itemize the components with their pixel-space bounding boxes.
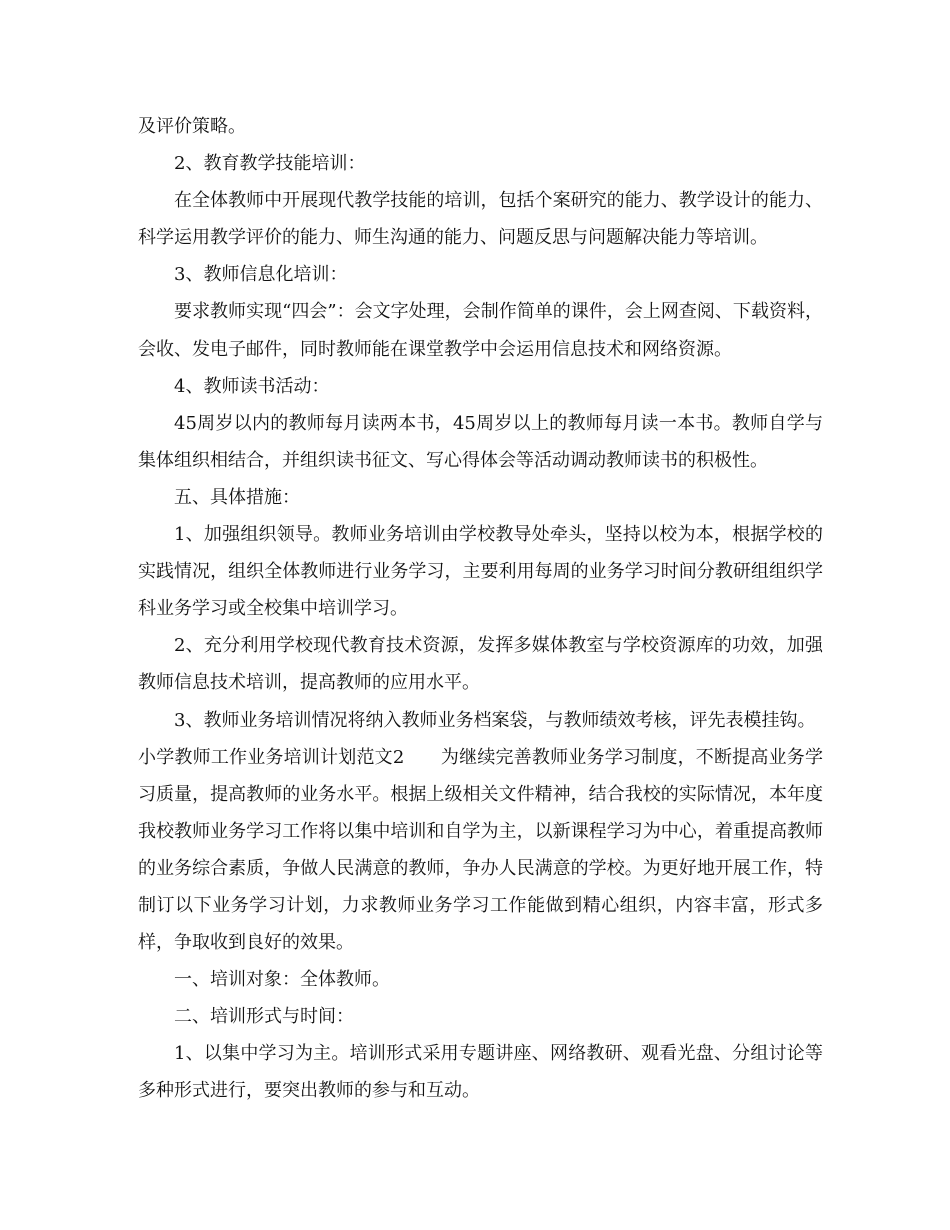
paragraph-collective-learning: 1、以集中学习为主。培训形式采用专题讲座、网络教研、观看光盘、分组讨论等多种形式进行，要突出教师的参与和互动。 (138, 1043, 823, 1102)
heading-teaching-skills-training: 2、教育教学技能培训： (174, 153, 366, 175)
document-body (138, 108, 823, 1110)
heading-reading-activity: 4、教师读书活动： (174, 375, 330, 397)
paragraph-teaching-skills: 在全体教师中开展现代教学技能的培训，包括个案研究的能力、教学设计的能力、科学运用教学评价的能力、师生沟通的能力、问题反思与问题解决能力等培训。 (138, 190, 823, 249)
paragraph-measure-2: 2、充分利用学校现代教育技术资源，发挥多媒体教室与学校资源库的功效，加强教师信息技术培训，提高教师的应用水平。 (138, 635, 823, 694)
heading-training-form-time: 二、培训形式与时间： (174, 1006, 354, 1028)
paragraph-measure-1: 1、加强组织领导。教师业务培训由学校教导处牵头，坚持以校为本，根据学校的实践情况，组织全体教师进行业务学习，主要利用每周的业务学习时间分教研组组织学科业务学习或全校集中培训学习。 (138, 524, 823, 620)
paragraph-evaluation-strategy-end: 及评价策略。 (138, 116, 246, 137)
heading-training-target: 一、培训对象：全体教师。 (174, 969, 390, 991)
paragraph-measure-3: 3、教师业务培训情况将纳入教师业务档案袋，与教师绩效考核，评先表模挂钩。 (174, 709, 816, 731)
paragraph-reading-activity: 45周岁以内的教师每月读两本书，45周岁以上的教师每月读一本书。教师自学与集体组织相结合，并组织读书征文、写心得体会等活动调动教师读书的积极性。 (138, 412, 823, 471)
paragraph-it-training: 要求教师实现“四会”：会文字处理，会制作简单的课件，会上网查阅、下载资料，会收、发电子邮件，同时教师能在课堂教学中会运用信息技术和网络资源。 (138, 301, 823, 360)
heading-specific-measures: 五、具体措施： (174, 486, 300, 508)
paragraph-sample-2-intro: 小学教师工作业务培训计划范文2 为继续完善教师业务学习制度，不断提高业务学习质量，提高教师的业务水平。根据上级相关文件精神，结合我校的实际情况，本年度我校教师业务学习工作将以集中培训和自学为主，以新课程学习为中心，着重提高教师的业务综合素质，争做人民满意的教师，争办人民满意的学校。为更好地开展工作，特制订以下业务学习计划，力求教师业务学习工作能做到精心组织，内容丰富，形式多样，争取收到良好的效果。 (138, 746, 823, 954)
heading-it-training: 3、教师信息化培训： (174, 264, 348, 286)
